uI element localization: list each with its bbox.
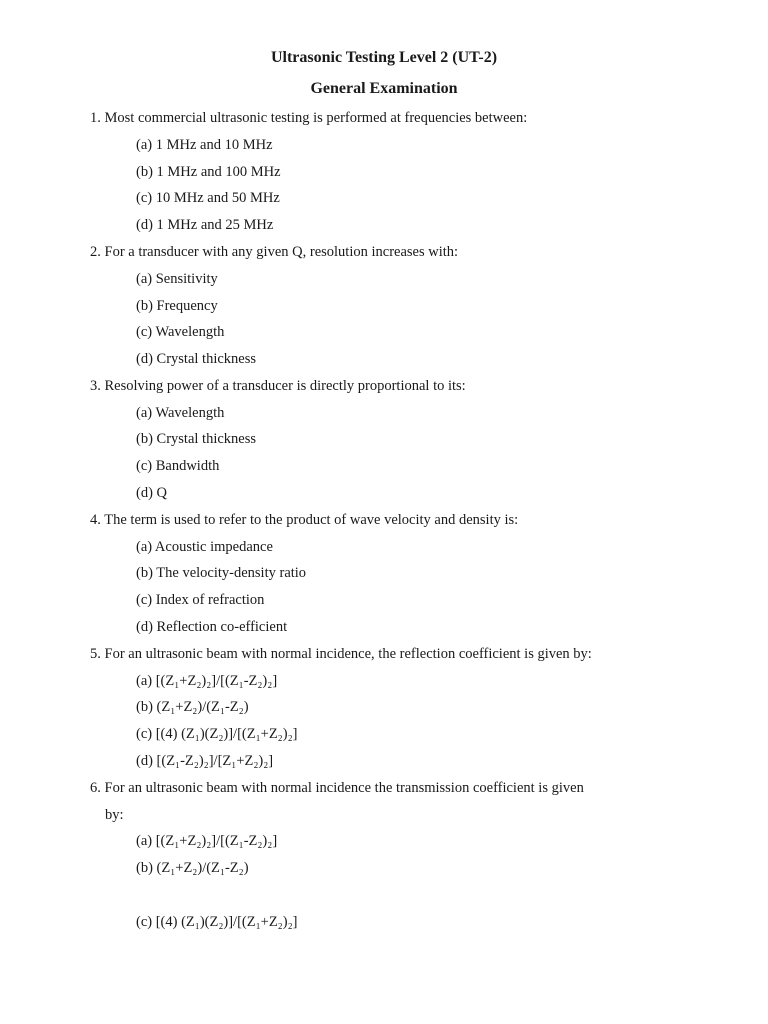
question-1-option-b: (b) 1 MHz and 100 MHz bbox=[136, 164, 281, 180]
question-2-stem bbox=[90, 243, 458, 261]
question-5-option-b: (b) (Z₁+Z₂)/(Z₁-Z₂) bbox=[136, 699, 249, 715]
question-2-option-d: (d) Crystal thickness bbox=[136, 351, 257, 367]
question-6-option-c: (c) [(4) (Z₁)(Z₂)]/[(Z₁+Z₂)₂] bbox=[136, 914, 298, 930]
question-5-option-c: (c) [(4) (Z₁)(Z₂)]/[(Z₁+Z₂)₂] bbox=[136, 726, 298, 742]
question-number: 4. bbox=[90, 512, 101, 528]
question-text: Most commercial ultrasonic testing is performed at frequencies between: bbox=[104, 110, 528, 126]
question-4-option-c: (c) Index of refraction bbox=[136, 592, 265, 608]
question-5-option-a: (a) [(Z₁+Z₂)₂]/[(Z₁-Z₂)₂] bbox=[136, 673, 278, 689]
question-1-option-a: (a) 1 MHz and 10 MHz bbox=[136, 137, 273, 153]
question-5-option-d: (d) [(Z₁-Z₂)₂]/[Z₁+Z₂)₂] bbox=[136, 753, 274, 769]
question-3-option-c: (c) Bandwidth bbox=[136, 458, 220, 474]
document-subtitle: General Examination bbox=[310, 80, 458, 97]
question-6-stem-continued: by: bbox=[105, 807, 124, 823]
question-6-option-b: (b) (Z₁+Z₂)/(Z₁-Z₂) bbox=[136, 860, 249, 876]
document-title: Ultrasonic Testing Level 2 (UT-2) bbox=[270, 49, 498, 66]
question-text: For an ultrasonic beam with normal incidence the transmission coefficient is given bbox=[104, 780, 584, 796]
question-number: 3. bbox=[90, 378, 101, 394]
question-2-option-a: (a) Sensitivity bbox=[136, 271, 218, 287]
question-4-stem bbox=[90, 511, 518, 529]
question-4-option-d: (d) Reflection co-efficient bbox=[136, 619, 288, 635]
question-3-option-b: (b) Crystal thickness bbox=[136, 431, 257, 447]
question-4-option-b: (b) The velocity-density ratio bbox=[136, 565, 307, 581]
question-number: 2. bbox=[90, 244, 101, 260]
question-1-option-d: (d) 1 MHz and 25 MHz bbox=[136, 217, 274, 233]
question-number: 6. bbox=[90, 780, 101, 796]
question-1-stem bbox=[90, 109, 527, 127]
question-1-option-c: (c) 10 MHz and 50 MHz bbox=[136, 190, 280, 206]
question-number: 5. bbox=[90, 646, 101, 662]
question-4-option-a: (a) Acoustic impedance bbox=[136, 539, 273, 555]
question-3-option-a: (a) Wavelength bbox=[136, 405, 225, 421]
question-text: The term is used to refer to the product of wave velocity and density is: bbox=[104, 512, 519, 528]
question-text: For a transducer with any given Q, resolution increases with: bbox=[104, 244, 459, 260]
question-2-option-b: (b) Frequency bbox=[136, 298, 218, 314]
question-text: Resolving power of a transducer is directly proportional to its: bbox=[104, 378, 466, 394]
question-2-option-c: (c) Wavelength bbox=[136, 324, 225, 340]
question-3-option-d: (d) Q bbox=[136, 485, 168, 501]
question-6-stem bbox=[90, 779, 584, 797]
question-6-option-a: (a) [(Z₁+Z₂)₂]/[(Z₁-Z₂)₂] bbox=[136, 833, 278, 849]
question-5-stem bbox=[90, 645, 592, 663]
question-text: For an ultrasonic beam with normal incidence, the reflection coefficient is given by: bbox=[104, 646, 592, 662]
question-3-stem bbox=[90, 377, 466, 395]
question-number: 1. bbox=[90, 110, 101, 126]
